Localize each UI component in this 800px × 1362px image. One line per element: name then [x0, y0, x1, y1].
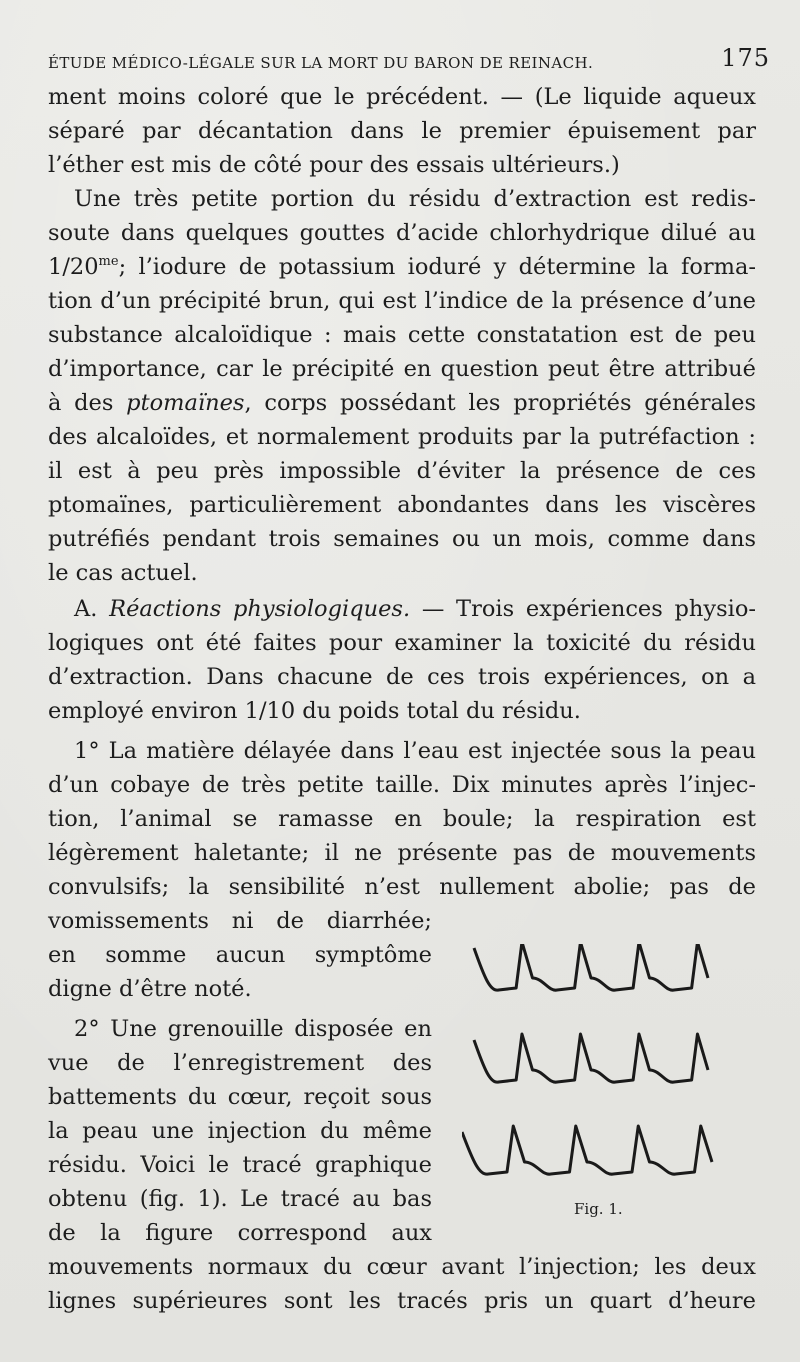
text-line: il est à peu près impossible d’éviter la présence de ces — [48, 458, 756, 484]
text-run: à des — [48, 390, 127, 416]
text-run: , corps possédant les propriétés générales — [244, 390, 756, 416]
text-line — [48, 386, 756, 420]
running-title: ÉTUDE MÉDICO-LÉGALE SUR LA MORT DU BARON DE REINACH. — [48, 54, 594, 72]
text-line: d’un cobaye de très petite taille. Dix minutes après l’injec- — [48, 772, 756, 798]
italic-term: ptomaïnes — [126, 390, 245, 416]
text-line: d’importance, car le précipité en question peut être attribué — [48, 356, 756, 382]
text-line: mouvements normaux du cœur avant l’injection; les deux — [48, 1254, 756, 1280]
figure-caption: Fig. 1. — [574, 1200, 623, 1218]
text-line: putréfiés pendant trois semaines ou un mois, comme dans — [48, 526, 756, 552]
text-line: de la figure correspond aux — [48, 1220, 432, 1246]
text-line: logiques ont été faites pour examiner la toxicité du résidu — [48, 630, 756, 656]
text-line: vue de l’enregistrement des — [48, 1050, 432, 1076]
superscript: me — [98, 254, 119, 269]
text-line: ptomaïnes, particulièrement abondantes dans les viscères — [48, 492, 756, 518]
text-line: tion, l’animal se ramasse en boule; la respiration est — [48, 806, 756, 832]
paragraph-start: 2° Une grenouille disposée en — [74, 1016, 432, 1042]
text-line: substance alcaloïdique : mais cette constatation est de peu — [48, 322, 756, 348]
text-line: obtenu (fig. 1). Le tracé au bas — [48, 1186, 432, 1212]
fraction: 1/20 — [48, 254, 99, 280]
text-line: digne d’être noté. — [48, 976, 252, 1002]
text-line: le cas actuel. — [48, 560, 198, 586]
text-line: lignes supérieures sont les tracés pris un quart d’heure — [48, 1288, 756, 1314]
text-line: séparé par décantation dans le premier épuisement par — [48, 118, 756, 144]
heart-tracing-3 — [462, 1126, 712, 1174]
text-line: employé environ 1/10 du poids total du résidu. — [48, 698, 581, 724]
text-line: tion d’un précipité brun, qui est l’indice de la présence d’une — [48, 288, 756, 314]
text-line: en somme aucun symptôme — [48, 942, 432, 968]
text-line: convulsifs; la sensibilité n’est nullement abolie; pas de — [48, 874, 756, 900]
paragraph-start: Une très petite portion du résidu d’extraction est redis- — [74, 186, 756, 212]
text-line — [48, 250, 756, 284]
section-heading-line — [74, 592, 756, 626]
paragraph-start: 1° La matière délayée dans l’eau est injectée sous la peau — [74, 738, 756, 764]
text-line: soute dans quelques gouttes d’acide chlorhydrique dilué au — [48, 220, 756, 246]
text-line: la peau une injection du même — [48, 1118, 432, 1144]
figure-1-heart-tracings — [462, 944, 734, 1234]
page-number: 175 — [721, 44, 770, 72]
heart-tracing-1 — [474, 944, 708, 990]
text-line: des alcaloïdes, et normalement produits par la putréfaction : — [48, 424, 756, 450]
cardiac-tracing-graphic — [462, 944, 734, 1204]
running-header — [48, 38, 770, 72]
text-line: d’extraction. Dans chacune de ces trois expériences, on a — [48, 664, 756, 690]
text-line: légèrement haletante; il ne présente pas de mouvements — [48, 840, 756, 866]
text-line: ment moins coloré que le précédent. — (Le liquide aqueux — [48, 84, 756, 110]
section-letter: A. — [74, 596, 110, 622]
text-line: l’éther est mis de côté pour des essais ultérieurs.) — [48, 152, 620, 178]
section-title: Réactions physiologiques. — [109, 596, 411, 622]
text-run: ; l’iodure de potassium ioduré y détermine la forma- — [118, 254, 756, 280]
text-line: battements du cœur, reçoit sous — [48, 1084, 432, 1110]
text-line: vomissements ni de diarrhée; — [48, 908, 432, 934]
text-line: résidu. Voici le tracé graphique — [48, 1152, 432, 1178]
heart-tracing-2 — [474, 1034, 708, 1082]
text-run: — Trois expériences physio- — [410, 596, 757, 622]
